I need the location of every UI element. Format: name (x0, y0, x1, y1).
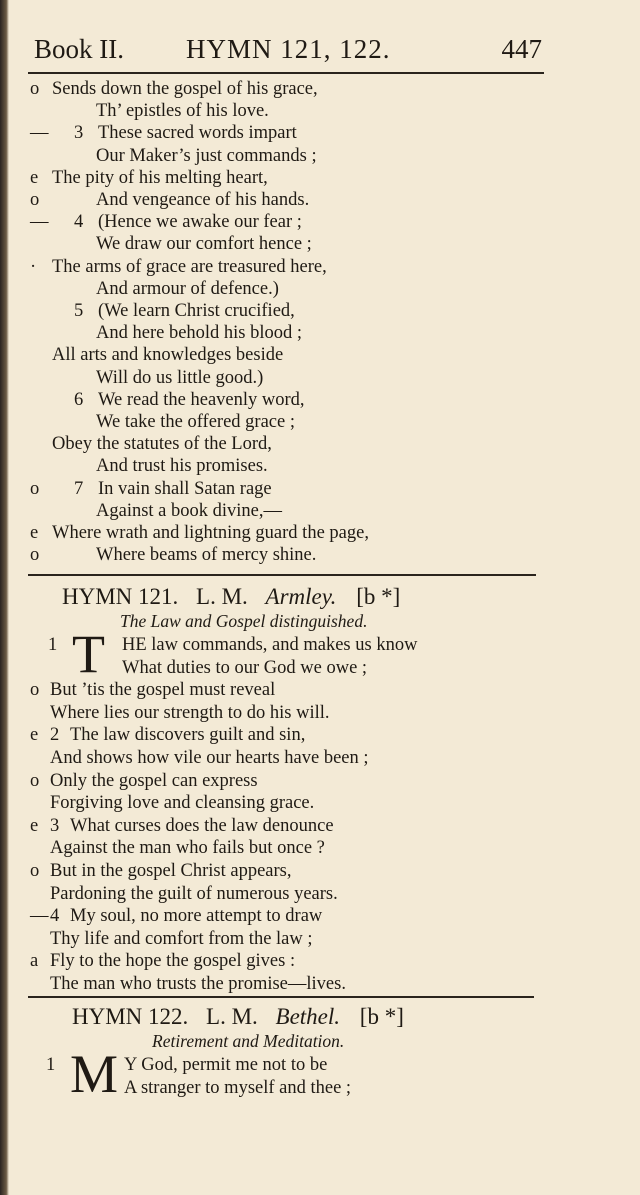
verse-line (28, 950, 548, 972)
verse-line (28, 883, 548, 905)
hymn-122-key: [b *] (359, 1004, 404, 1029)
hymn-122-verse-number: 1 (46, 1055, 56, 1075)
verse-number: 4 (74, 212, 84, 233)
dynamics-mark: — (30, 906, 49, 927)
verse-text: Where lies our strength to do his will. (50, 702, 330, 723)
verse-number: 3 (74, 123, 84, 144)
verse-text: Only the gospel can express (50, 770, 258, 791)
hymn-121-key: [b *] (356, 584, 401, 609)
header-rule (28, 72, 544, 74)
hymn-121-subtitle: The Law and Gospel distinguished. (120, 611, 368, 631)
verse-text: The arms of grace are treasured here, (52, 256, 327, 277)
verse-text: In vain shall Satan rage (98, 478, 272, 499)
dynamics-mark: o (30, 190, 40, 210)
verse-text: The man who trusts the promise—lives. (50, 974, 346, 994)
verse-text: Where wrath and lightning guard the page, (52, 523, 369, 543)
verse-line (28, 770, 548, 792)
hymn-121-dropcap: T (72, 624, 105, 684)
verse-text: But ’tis the gospel must reveal (50, 680, 276, 701)
verse-line (28, 634, 548, 656)
verse-text: A stranger to myself and thee ; (124, 1077, 352, 1098)
verse-line (28, 928, 548, 950)
verse-line (28, 702, 548, 724)
dynamics-mark: o (30, 861, 40, 881)
verse-line (28, 500, 548, 522)
verse-line (28, 211, 548, 233)
hymn-122-meter: L. M. (206, 1004, 258, 1029)
verse-text: (Hence we awake our fear ; (98, 212, 302, 233)
hymn-121-number: HYMN 121. (62, 584, 179, 609)
verse-number: 2 (50, 725, 60, 746)
verse-text: Y God, permit me not to be (124, 1055, 328, 1075)
hymn-121-meter: L. M. (196, 584, 248, 609)
verse-text: Our Maker’s just commands ; (96, 145, 317, 166)
dynamics-mark: e (30, 725, 39, 746)
book-label: Book II. (34, 34, 124, 64)
verse-text: (We learn Christ crucified, (98, 301, 295, 321)
hymn-121-tune: Armley. (265, 584, 337, 609)
verse-line (28, 657, 548, 679)
hymn-121-heading (62, 582, 400, 612)
verse-line (28, 322, 548, 344)
verse-text: We take the offered grace ; (96, 412, 295, 432)
verse-text: But in the gospel Christ appears, (50, 861, 292, 881)
verse-number: 6 (74, 389, 84, 410)
verse-line (28, 544, 548, 566)
dynamics-mark: o (30, 478, 40, 499)
verse-line (28, 1054, 548, 1076)
hymn-121-verse-number: 1 (48, 635, 58, 655)
verse-text: We read the heavenly word, (98, 389, 305, 410)
verse-number: 3 (50, 815, 60, 836)
verse-line (28, 679, 548, 701)
verse-text: Pardoning the guilt of numerous years. (50, 883, 338, 904)
verse-line (28, 189, 548, 211)
verse-text: And shows how vile our hearts have been ; (50, 748, 369, 768)
verse-number: 5 (74, 301, 84, 321)
verse-line (28, 411, 548, 433)
dynamics-mark: o (30, 545, 40, 566)
verse-line (28, 1077, 548, 1099)
verse-number: 4 (50, 906, 60, 927)
verse-line (28, 233, 548, 255)
verse-text: Sends down the gospel of his grace, (52, 79, 318, 99)
page-number: 447 (501, 34, 542, 64)
dynamics-mark: — (30, 123, 49, 144)
verse-text: The law discovers guilt and sin, (70, 725, 306, 746)
verse-line (28, 367, 548, 389)
verse-text: Thy life and comfort from the law ; (50, 928, 313, 949)
verse-line (28, 256, 548, 278)
verse-line (28, 433, 548, 455)
verse-line (28, 300, 548, 322)
header-title: HYMN 121, 122. (186, 34, 391, 64)
verse-text: We draw our comfort hence ; (96, 234, 312, 255)
verse-line (28, 837, 548, 859)
verse-text: My soul, no more attempt to draw (70, 906, 323, 927)
hymn-122-subtitle: Retirement and Meditation. (152, 1031, 345, 1051)
verse-line (28, 478, 548, 500)
verse-line (28, 522, 548, 544)
verse-line (28, 78, 548, 100)
verse-text: Where beams of mercy shine. (96, 545, 317, 566)
verse-text: Against a book divine,— (96, 500, 283, 521)
verse-text: Obey the statutes of the Lord, (52, 434, 272, 455)
verse-line (28, 145, 548, 167)
dynamics-mark: e (30, 523, 39, 543)
verse-line (28, 278, 548, 300)
hymn-122-number: HYMN 122. (72, 1004, 189, 1029)
verse-line (28, 122, 548, 144)
dynamics-mark: a (30, 951, 39, 972)
verse-text: Forgiving love and cleansing grace. (50, 793, 315, 814)
section-rule-2 (28, 996, 534, 998)
dynamics-mark: — (30, 212, 49, 233)
running-header (34, 34, 546, 68)
dynamics-mark: e (30, 167, 39, 188)
verse-line (28, 792, 548, 814)
verse-line (28, 724, 548, 746)
verse-text: And trust his promises. (96, 456, 268, 477)
verse-line (28, 455, 548, 477)
verse-line (28, 389, 548, 411)
verse-line (28, 167, 548, 189)
verse-text: The pity of his melting heart, (52, 167, 268, 188)
verse-text: Fly to the hope the gospel gives : (50, 951, 296, 972)
verse-text: And armour of defence.) (96, 278, 279, 299)
verse-text: And here behold his blood ; (96, 323, 303, 344)
verse-text: Against the man who fails but once ? (50, 838, 325, 859)
hymn-122-dropcap: M (70, 1044, 119, 1104)
verse-line (28, 100, 548, 122)
section-rule-1 (28, 574, 536, 576)
book-spine-shadow (0, 0, 9, 1195)
verse-line (28, 815, 548, 837)
verse-text: Th’ epistles of his love. (96, 101, 269, 122)
verse-line (28, 344, 548, 366)
dynamics-mark: · (30, 256, 37, 277)
verse-line (28, 747, 548, 769)
dynamics-mark: o (30, 79, 40, 99)
verse-text: What duties to our God we owe ; (122, 657, 368, 678)
verse-text: What curses does the law denounce (70, 815, 334, 836)
verse-line (28, 973, 548, 995)
verse-line (28, 905, 548, 927)
verse-text: And vengeance of his hands. (96, 190, 310, 210)
verse-text: Will do us little good.) (96, 367, 264, 388)
dynamics-mark: o (30, 770, 40, 791)
verse-text: HE law commands, and makes us know (122, 635, 418, 655)
verse-line (28, 860, 548, 882)
hymn-122-tune: Bethel. (275, 1004, 341, 1029)
hymn-122-heading (72, 1002, 404, 1032)
dynamics-mark: e (30, 815, 39, 836)
verse-text: These sacred words impart (98, 123, 297, 144)
verse-number: 7 (74, 478, 84, 499)
verse-text: All arts and knowledges beside (52, 345, 284, 366)
dynamics-mark: o (30, 680, 40, 701)
